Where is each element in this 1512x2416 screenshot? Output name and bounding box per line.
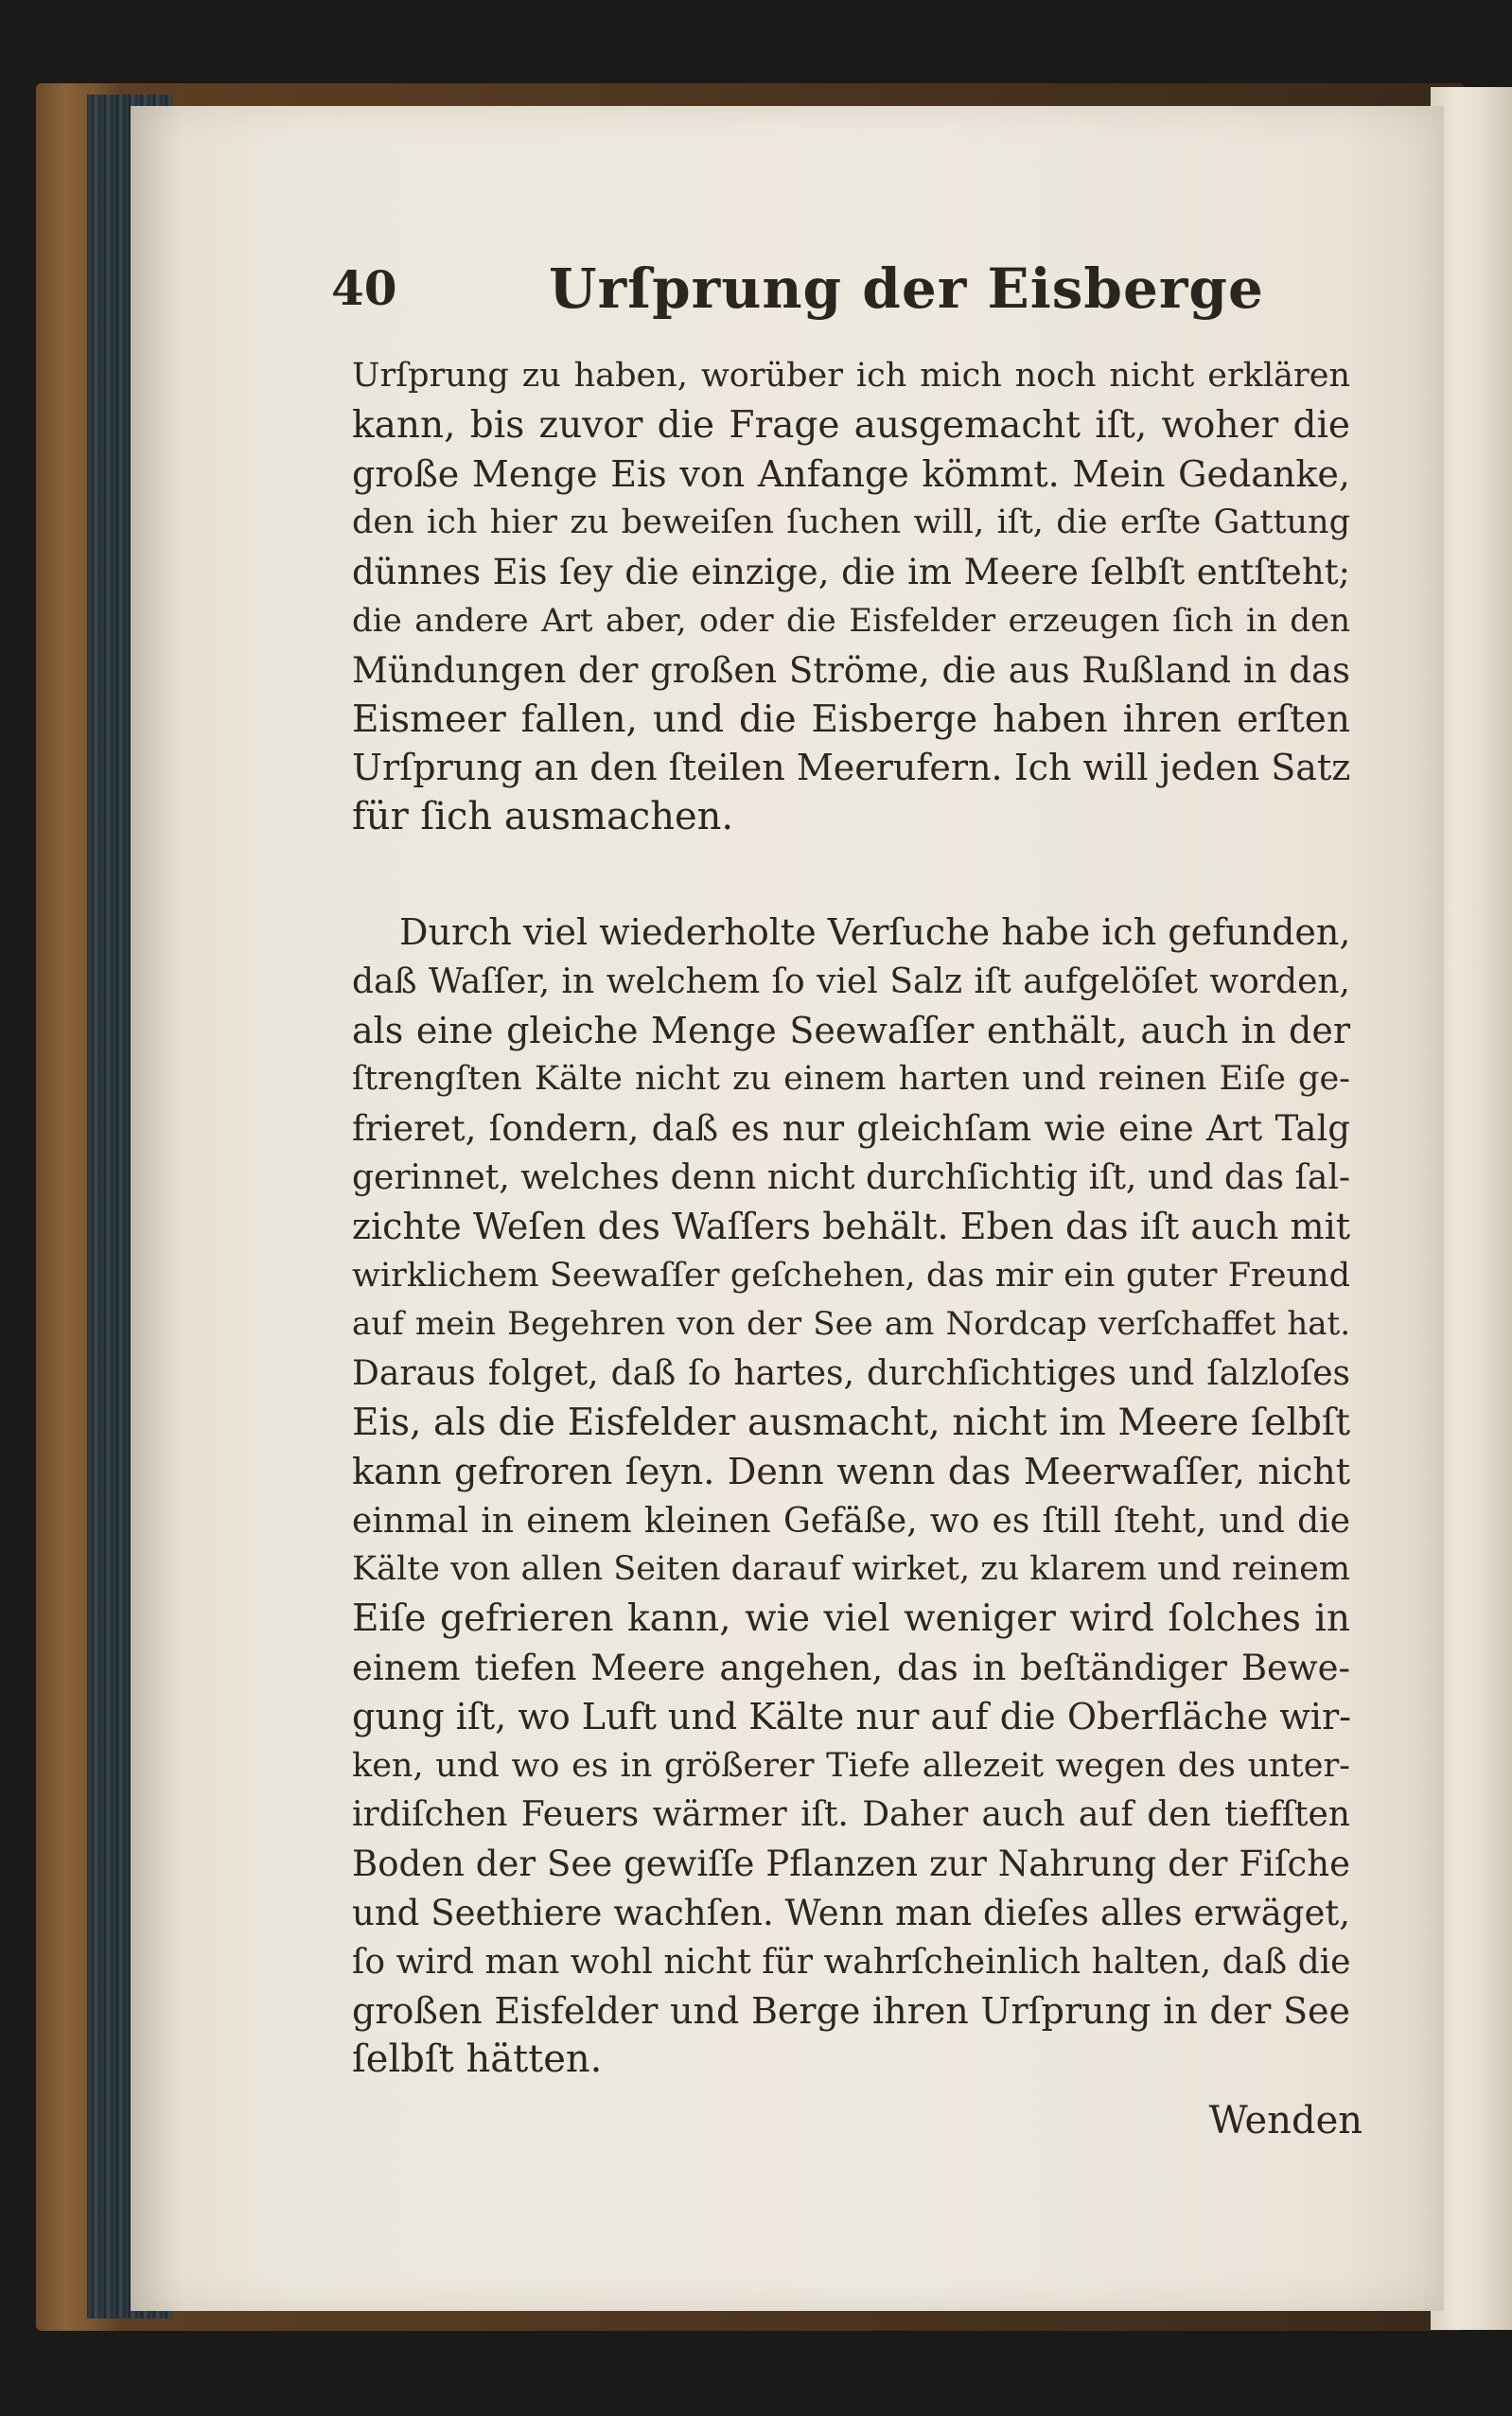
text-line: irdiſchen Feuers wärmer iſt. Daher auch auf den tiefſten <box>352 1795 1350 1835</box>
text-line: Daraus folget, daß ſo hartes, durchſichtiges und ſalzloſes <box>352 1354 1350 1394</box>
text-line: zichte Weſen des Waſſers behält. Eben das iſt auch mit <box>352 1205 1350 1247</box>
text-line: Kälte von allen Seiten darauf wirket, zu klarem und reinem <box>352 1550 1351 1589</box>
paragraph-gap <box>352 842 1350 908</box>
text-line: wirklichem Seewaſſer geſchehen, das mir ein guter Freund <box>352 1256 1350 1295</box>
text-line: Eiſe gefrieren kann, wie viel weniger wird ſolches in <box>352 1597 1350 1641</box>
text-line: einem tiefen Meere angehen, das in beſtändiger Bewe- <box>352 1647 1350 1688</box>
text-line: gerinnet, welches denn nicht durchſichtig iſt, und das ſal- <box>352 1157 1350 1197</box>
text-line: ſelbſt hätten. <box>352 2037 603 2082</box>
text-line: daß Waſſer, in welchem ſo viel Salz iſt aufgelöſet worden, <box>352 961 1350 1001</box>
text-line: großen Eisfelder und Berge ihren Urſprung in der See <box>352 1989 1350 2032</box>
text-line: Mündungen der großen Ströme, die aus Rußland in das <box>352 649 1350 691</box>
text-line: Eismeer fallen, und die Eisberge haben ihren erſten <box>352 697 1350 741</box>
text-line: ſo wird man wohl nicht für wahrſcheinlich halten, daß die <box>352 1942 1351 1982</box>
page-header <box>331 256 1325 336</box>
text-line: dünnes Eis ſey die einzige, die im Meere ſelbſt entſteht; <box>352 552 1350 593</box>
text-line: ſtrengſten Kälte nicht zu einem harten und reinen Eiſe ge- <box>352 1060 1350 1099</box>
text-line: gung iſt, wo Luft und Kälte nur auf die Oberfläche wir- <box>352 1695 1351 1737</box>
text-line: große Menge Eis von Anfange kömmt. Mein Gedanke, <box>352 452 1350 495</box>
text-line: Urſprung zu haben, worüber ich mich noch nicht erklären <box>352 357 1350 395</box>
text-line: Boden der See gewiſſe Pflanzen zur Nahrung der Fiſche <box>352 1843 1350 1885</box>
paragraph-2 <box>352 908 1350 2085</box>
text-line: Durch viel wiederholte Verſuche habe ich gefunden, <box>399 910 1351 953</box>
text-line: die andere Art aber, oder die Eisfelder erzeugen ſich in den <box>352 601 1350 640</box>
paragraph-1 <box>352 352 1350 842</box>
text-line: Eis, als die Eisfelder ausmacht, nicht im Meere ſelbſt <box>352 1401 1350 1444</box>
text-line: den ich hier zu beweiſen ſuchen will, iſt, die erſte Gattung <box>352 503 1350 542</box>
text-line: frieret, ſondern, daß es nur gleichſam wie eine Art Talg <box>352 1108 1350 1150</box>
body-text <box>352 352 1350 2085</box>
text-line: ken, und wo es in größerer Tiefe allezeit wegen des unter- <box>352 1746 1350 1785</box>
page-number: 40 <box>331 260 397 316</box>
text-line: auf mein Begehren von der See am Nordcap verſchaffet hat. <box>352 1305 1350 1344</box>
text-line: einmal in einem kleinen Gefäße, wo es ſtill ſteht, und die <box>352 1501 1350 1541</box>
text-line: und Seethiere wachſen. Wenn man dieſes alles erwäget, <box>352 1892 1350 1933</box>
text-line: kann, bis zuvor die Frage ausgemacht iſt, woher die <box>352 403 1350 447</box>
text-line: kann gefroren ſeyn. Denn wenn das Meerwaſſer, nicht <box>352 1450 1350 1492</box>
running-title: Urſprung der Eisberge <box>549 256 1264 321</box>
text-line: als eine gleiche Menge Seewaſſer enthält, auch in der <box>352 1009 1350 1051</box>
text-line: Urſprung an den ſteilen Meerufern. Ich will jeden Satz <box>352 747 1351 789</box>
text-line: für ſich ausmachen. <box>352 795 734 839</box>
catchword: Wenden <box>1208 2099 1363 2143</box>
